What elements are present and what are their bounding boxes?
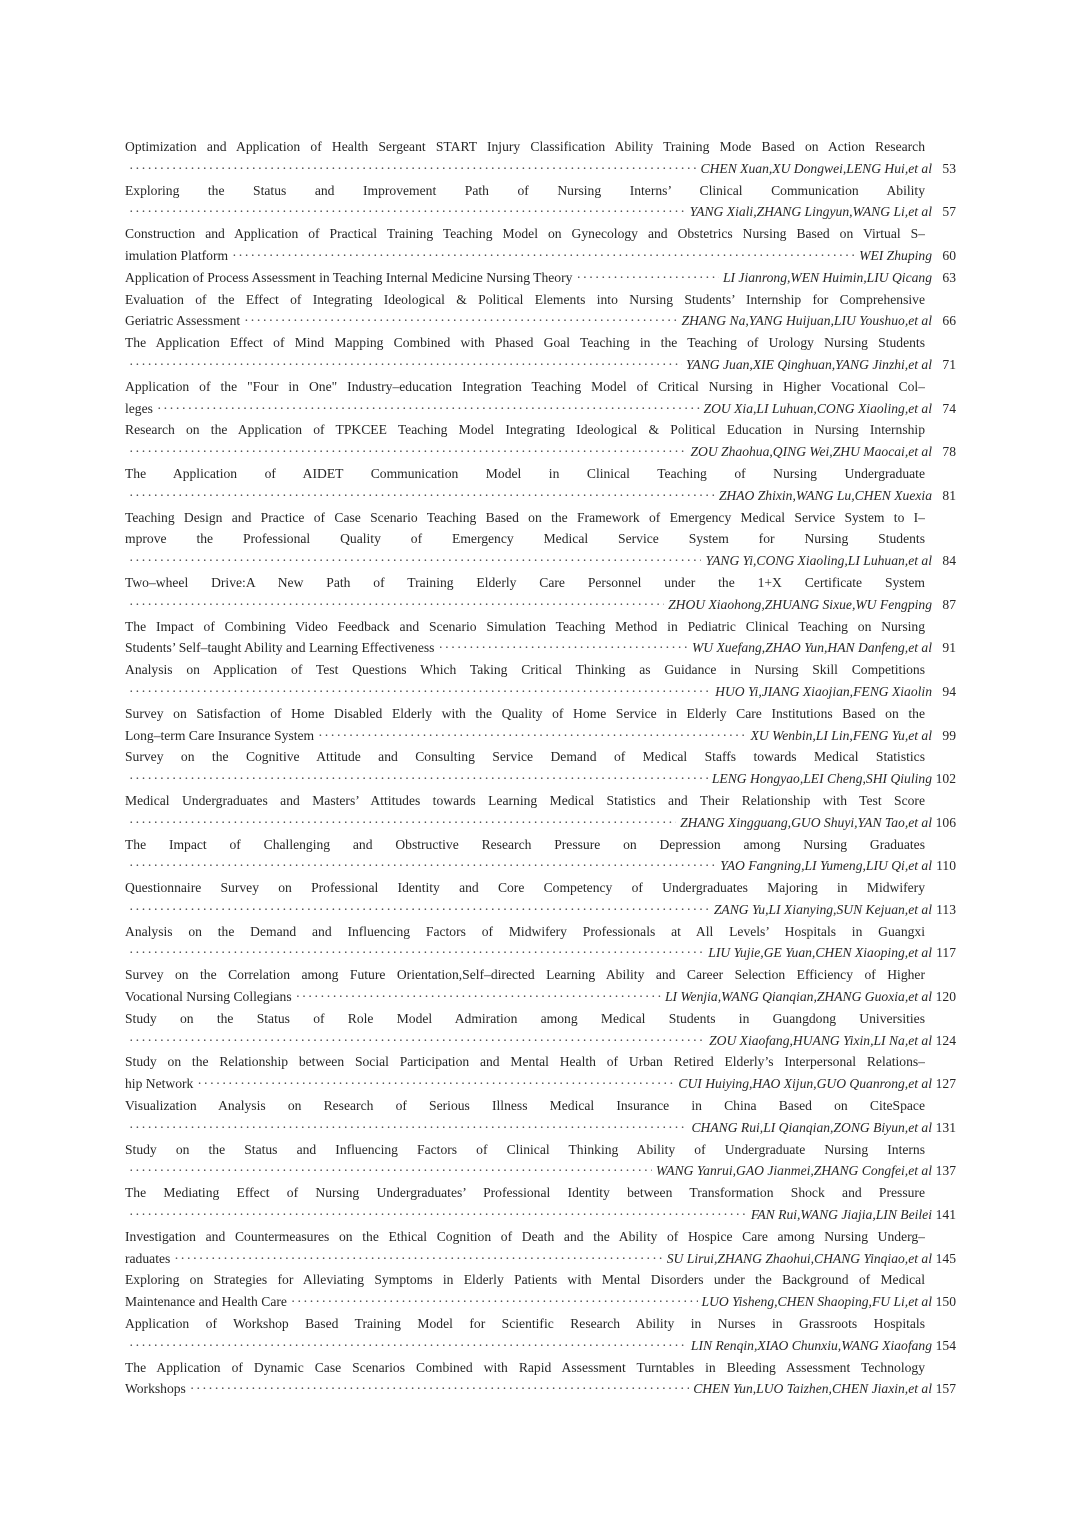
leader-dots: [296, 986, 661, 1008]
entry-title-line: Visualization Analysis on Research of Serious Illness Medical Insurance in China Based on CiteSpace: [125, 1098, 925, 1114]
entry-authors: HUO Yi,JIANG Xiaojian,FENG Xiaolin: [715, 683, 932, 699]
entry-page-number: 53: [942, 160, 956, 176]
leader-dots: [197, 1073, 674, 1095]
toc-entry[interactable]: [125, 1008, 956, 1052]
entry-title-line: Survey on Satisfaction of Home Disabled Elderly with the Quality of Home Service in Elderly Care Institutions Based on the: [125, 705, 925, 721]
entry-page-number: 150: [935, 1294, 956, 1310]
entry-authors: ZANG Yu,LI Xianying,SUN Kejuan,et al: [713, 901, 932, 917]
leader-dots: [129, 201, 686, 223]
entry-page-number: 106: [935, 814, 956, 830]
toc-entry[interactable]: [125, 572, 956, 616]
entry-title-line: The Application of Dynamic Case Scenarios Combined with Rapid Assessment Turntables in Bleeding Assessment Technology: [125, 1359, 925, 1375]
entry-authors: ZOU Xiaofang,HUANG Yixin,LI Na,et al: [709, 1032, 932, 1048]
toc-entry[interactable]: [125, 419, 956, 463]
leader-dots: [129, 681, 711, 703]
entry-citation-line: [125, 550, 956, 572]
table-of-contents: [125, 136, 956, 1400]
entry-title-tail: Geriatric Assessment: [125, 313, 241, 329]
toc-entry[interactable]: [125, 1095, 956, 1139]
entry-title-line: Teaching Design and Practice of Case Scenario Teaching Based on the Framework of Emergency Medical Service System to I–: [125, 509, 925, 525]
entry-citation-line: [125, 637, 956, 659]
entry-citation-line: [125, 201, 956, 223]
entry-page-number: 110: [936, 858, 956, 874]
toc-entry[interactable]: [125, 180, 956, 224]
leader-dots: [129, 1160, 652, 1182]
entry-title-line: The Application of AIDET Communication Model in Clinical Teaching of Nursing Undergraduate: [125, 465, 925, 481]
entry-authors: ZOU Zhaohua,QING Wei,ZHU Maocai,et al: [690, 444, 932, 460]
entry-authors: SU Lirui,ZHANG Zhaohui,CHANG Yinqiao,et al: [666, 1250, 932, 1266]
entry-page-number: 131: [935, 1119, 956, 1135]
entry-authors: LI Jianrong,WEN Huimin,LIU Qicang: [722, 269, 932, 285]
entry-title-line: The Application Effect of Mind Mapping Combined with Phased Goal Teaching in the Teaching of Urology Nursing Students: [125, 335, 925, 351]
entry-page-number: 84: [942, 553, 956, 569]
entry-authors: YAO Fangning,LI Yumeng,LIU Qi,et al: [720, 858, 932, 874]
entry-citation-line: [125, 354, 956, 376]
entry-authors: CUI Huiying,HAO Xijun,GUO Quanrong,et al: [678, 1076, 932, 1092]
entry-authors: YANG Yi,CONG Xiaoling,LI Luhuan,et al: [705, 553, 932, 569]
entry-authors: ZHAO Zhixin,WANG Lu,CHEN Xuexia: [718, 487, 932, 503]
entry-title-line: Application of Workshop Based Training Model for Scientific Research Ability in Nurses in Grassroots Hospitals: [125, 1316, 925, 1332]
entry-citation-line: [125, 594, 956, 616]
toc-entry[interactable]: [125, 1313, 956, 1357]
toc-entry[interactable]: [125, 223, 956, 267]
toc-entry[interactable]: [125, 921, 956, 965]
entry-title-line: mprove the Professional Quality of Emergency Medical Service System for Nursing Students: [125, 531, 925, 547]
entry-authors: LENG Hongyao,LEI Cheng,SHI Qiuling: [711, 771, 932, 787]
entry-title-tail: Long–term Care Insurance System: [125, 727, 315, 743]
entry-authors: ZHANG Na,YANG Huijuan,LIU Youshuo,et al: [681, 313, 932, 329]
toc-entry[interactable]: [125, 1226, 956, 1270]
toc-entry[interactable]: [125, 616, 956, 660]
leader-dots: [129, 441, 686, 463]
entry-page-number: 117: [936, 945, 956, 961]
leader-dots: [291, 1291, 698, 1313]
leader-dots: [129, 812, 676, 834]
entry-authors: ZOU Xia,LI Luhuan,CONG Xiaoling,et al: [703, 400, 932, 416]
entry-title-line: Exploring on Strategies for Alleviating Symptoms in Elderly Patients with Mental Disorders under the Background of Medical: [125, 1272, 925, 1288]
entry-authors: CHEN Xuan,XU Dongwei,LENG Hui,et al: [700, 160, 932, 176]
entry-title-line: Optimization and Application of Health Sergeant START Injury Classification Ability Training Mode Based on Action Research: [125, 139, 925, 154]
entry-citation-line: [125, 899, 956, 921]
toc-entry[interactable]: [125, 332, 956, 376]
entry-authors: WANG Yanrui,GAO Jianmei,ZHANG Congfei,et al: [655, 1163, 932, 1179]
leader-dots: [318, 725, 746, 747]
entry-authors: ZHANG Xingguang,GUO Shuyi,YAN Tao,et al: [680, 814, 932, 830]
leader-dots: [129, 594, 664, 616]
entry-title-line: Analysis on the Demand and Influencing Factors of Midwifery Professionals at All Levels’ Hospitals in Guangxi: [125, 923, 925, 939]
entry-citation-line: [125, 855, 956, 877]
toc-entry[interactable]: [125, 289, 956, 333]
entry-authors: WEI Zhuping: [859, 247, 932, 263]
entry-title-tail: raduates: [125, 1250, 171, 1266]
entry-page-number: 113: [936, 901, 956, 917]
entry-authors: YANG Xiali,ZHANG Lingyun,WANG Li,et al: [689, 204, 932, 220]
entry-authors: CHANG Rui,LI Qianqian,ZONG Biyun,et al: [691, 1119, 932, 1135]
entry-citation-line: [125, 1117, 956, 1139]
toc-entry[interactable]: [125, 746, 956, 790]
entry-citation-line: [125, 768, 956, 790]
entry-citation-line: [125, 1248, 956, 1270]
leader-dots: [129, 942, 704, 964]
entry-page-number: 157: [935, 1381, 956, 1397]
entry-authors: FAN Rui,WANG Jiajia,LIN Beilei: [750, 1207, 932, 1223]
entry-title-line: Study on the Status of Role Model Admiration among Medical Students in Guangdong Universities: [125, 1010, 925, 1026]
toc-entry[interactable]: [125, 1269, 956, 1313]
entry-title-tail: Students’ Self–taught Ability and Learning Effectiveness: [125, 640, 435, 656]
entry-page-number: 66: [942, 313, 956, 329]
entry-citation-line: [125, 1030, 956, 1052]
entry-title-tail: Application of Process Assessment in Teaching Internal Medicine Nursing Theory: [125, 269, 573, 285]
leader-dots: [129, 1030, 705, 1052]
toc-entry[interactable]: [125, 1051, 956, 1095]
entry-citation-line: [125, 441, 956, 463]
entry-title-line: Evaluation of the Effect of Integrating Ideological & Political Elements into Nursing Students’ Internship for Comprehensive: [125, 291, 925, 307]
entry-title-tail: hip Network: [125, 1076, 194, 1092]
entry-title-line: The Mediating Effect of Nursing Undergraduates’ Professional Identity between Transformation Shock and Pressure: [125, 1185, 925, 1201]
entry-citation-line: [125, 681, 956, 703]
entry-page-number: 145: [935, 1250, 956, 1266]
leader-dots: [232, 245, 855, 267]
leader-dots: [190, 1378, 689, 1400]
leader-dots: [129, 550, 701, 572]
leader-dots: [129, 485, 715, 507]
entry-page-number: 94: [942, 683, 956, 699]
entry-authors: LIU Yujie,GE Yuan,CHEN Xiaoping,et al: [708, 945, 932, 961]
toc-entry[interactable]: [125, 1139, 956, 1183]
entry-title-line: Study on the Relationship between Social Participation and Mental Health of Urban Retired Elderly’s Interpersonal Relations–: [125, 1054, 925, 1070]
entry-citation-line: [125, 310, 956, 332]
leader-dots: [129, 855, 716, 877]
leader-dots: [129, 1204, 747, 1226]
entry-title-line: Medical Undergraduates and Masters’ Attitudes towards Learning Medical Statistics and Their Relationship with Test Score: [125, 792, 925, 808]
entry-citation-line: [125, 158, 956, 180]
leader-dots: [129, 354, 682, 376]
entry-authors: XU Wenbin,LI Lin,FENG Yu,et al: [750, 727, 932, 743]
leader-dots: [174, 1248, 662, 1270]
entry-page-number: 124: [935, 1032, 956, 1048]
entry-authors: LIN Renqin,XIAO Chunxiu,WANG Xiaofang: [690, 1337, 932, 1353]
entry-page-number: 63: [942, 269, 956, 285]
entry-page-number: 99: [942, 727, 956, 743]
entry-citation-line: [125, 812, 956, 834]
entry-page-number: 87: [942, 596, 956, 612]
leader-dots: [129, 768, 708, 790]
entry-page-number: 127: [935, 1076, 956, 1092]
leader-dots: [438, 637, 688, 659]
entry-page-number: 57: [942, 204, 956, 220]
toc-entry[interactable]: [125, 463, 956, 507]
leader-dots: [157, 398, 700, 420]
entry-title-tail: Vocational Nursing Collegians: [125, 989, 292, 1005]
entry-citation-line: [125, 398, 956, 420]
entry-title-line: Investigation and Countermeasures on the Ethical Cognition of Death and the Ability of Hospice Care among Nursing Underg–: [125, 1228, 925, 1244]
toc-entry[interactable]: [125, 1357, 956, 1401]
leader-dots: [576, 267, 719, 289]
entry-title-tail: Workshops: [125, 1381, 186, 1397]
entry-page-number: 78: [942, 444, 956, 460]
entry-page-number: 141: [935, 1207, 956, 1223]
entry-title-line: Study on the Status and Influencing Factors of Clinical Thinking Ability of Undergraduate Nursing Interns: [125, 1141, 925, 1157]
entry-page-number: 60: [942, 247, 956, 263]
entry-title-line: Survey on the Cognitive Attitude and Consulting Service Demand of Medical Staffs towards Medical Statistics: [125, 749, 925, 765]
entry-title-line: The Impact of Combining Video Feedback and Scenario Simulation Teaching Method in Pediatric Clinical Teaching on Nursing: [125, 618, 925, 634]
toc-entry[interactable]: [125, 834, 956, 878]
entry-title-line: Application of the "Four in One" Industry–education Integration Teaching Model of Critical Nursing in Higher Vocational Col–: [125, 378, 925, 394]
entry-citation-line: [125, 485, 956, 507]
entry-citation-line: [125, 725, 956, 747]
toc-entry[interactable]: [125, 790, 956, 834]
entry-citation-line: [125, 245, 956, 267]
entry-title-line: Analysis on Application of Test Questions Which Taking Critical Thinking as Guidance in Nursing Skill Competitions: [125, 662, 925, 678]
entry-citation-line: [125, 986, 956, 1008]
toc-entry[interactable]: [125, 376, 956, 420]
leader-dots: [129, 1117, 687, 1139]
leader-dots: [129, 158, 697, 180]
entry-citation-line: [125, 1160, 956, 1182]
leader-dots: [129, 899, 710, 921]
toc-entry[interactable]: [125, 659, 956, 703]
leader-dots: [244, 310, 677, 332]
toc-entry[interactable]: [125, 136, 956, 180]
entry-authors: CHEN Yun,LUO Taizhen,CHEN Jiaxin,et al: [693, 1381, 932, 1397]
toc-entry[interactable]: [125, 267, 956, 289]
entry-page-number: 120: [935, 989, 956, 1005]
entry-page-number: 102: [935, 771, 956, 787]
entry-citation-line: [125, 1291, 956, 1313]
toc-entry[interactable]: [125, 507, 956, 572]
toc-entry[interactable]: [125, 703, 956, 747]
entry-page-number: 154: [935, 1337, 956, 1353]
entry-page-number: 81: [942, 487, 956, 503]
entry-citation-line: [125, 1073, 956, 1095]
entry-citation-line: [125, 1204, 956, 1226]
entry-citation-line: [125, 1378, 956, 1400]
entry-authors: ZHOU Xiaohong,ZHUANG Sixue,WU Fengping: [668, 596, 932, 612]
entry-title-line: Research on the Application of TPKCEE Teaching Model Integrating Ideological & Political Education in Nursing Internship: [125, 422, 925, 438]
entry-page-number: 71: [942, 356, 956, 372]
entry-authors: LUO Yisheng,CHEN Shaoping,FU Li,et al: [701, 1294, 932, 1310]
toc-entry[interactable]: [125, 1182, 956, 1226]
leader-dots: [129, 1335, 687, 1357]
entry-page-number: 91: [942, 640, 956, 656]
entry-citation-line: [125, 942, 956, 964]
entry-page-number: 74: [942, 400, 956, 416]
entry-title-tail: Maintenance and Health Care: [125, 1294, 287, 1310]
entry-title-line: Survey on the Correlation among Future Orientation,Self–directed Learning Ability and Career Selection Efficiency of Higher: [125, 967, 925, 983]
entry-title-tail: imulation Platform: [125, 247, 229, 263]
entry-title-line: Two–wheel Drive:A New Path of Training Elderly Care Personnel under the 1+X Certificate System: [125, 574, 925, 590]
entry-title-tail: leges: [125, 400, 153, 416]
entry-authors: WU Xuefang,ZHAO Yun,HAN Danfeng,et al: [691, 640, 932, 656]
entry-citation-line: [125, 267, 956, 289]
toc-entry[interactable]: [125, 877, 956, 921]
entry-authors: LI Wenjia,WANG Qianqian,ZHANG Guoxia,et al: [664, 989, 932, 1005]
toc-entry[interactable]: [125, 964, 956, 1008]
entry-citation-line: [125, 1335, 956, 1357]
entry-page-number: 137: [935, 1163, 956, 1179]
entry-title-line: Exploring the Status and Improvement Path of Nursing Interns’ Clinical Communication Ability: [125, 182, 925, 198]
entry-title-line: Questionnaire Survey on Professional Identity and Core Competency of Undergraduates Majoring in Midwifery: [125, 880, 925, 896]
entry-title-line: The Impact of Challenging and Obstructive Research Pressure on Depression among Nursing Graduates: [125, 836, 925, 852]
entry-authors: YANG Juan,XIE Qinghuan,YANG Jinzhi,et al: [685, 356, 932, 372]
entry-title-line: Construction and Application of Practical Training Teaching Model on Gynecology and Obstetrics Nursing Based on Virtual S–: [125, 226, 925, 242]
